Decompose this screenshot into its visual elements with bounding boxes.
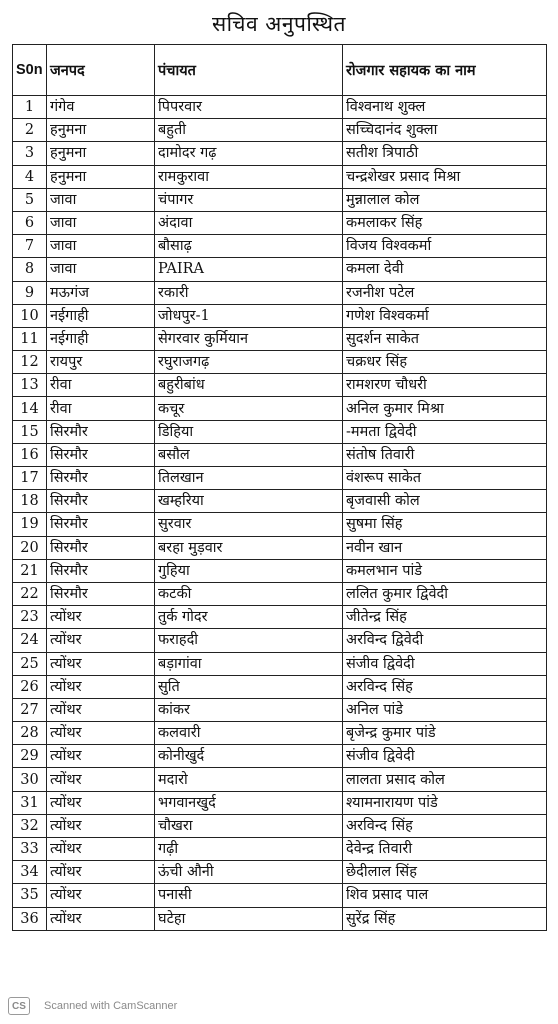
table-row (13, 907, 547, 930)
column-header-janpad: जनपद (47, 45, 155, 96)
cell-janpad: त्योंथर (47, 768, 155, 791)
cell-rozgar-sahayak-name: कमलाकर सिंह (343, 211, 547, 234)
cell-rozgar-sahayak-name: मुन्नालाल कोल (343, 188, 547, 211)
cell-janpad: त्योंथर (47, 814, 155, 837)
column-header-rozgar-sahayak-name: रोजगार सहायक का नाम (343, 45, 547, 96)
cell-rozgar-sahayak-name: नवीन खान (343, 536, 547, 559)
cell-rozgar-sahayak-name: रामशरण चौधरी (343, 374, 547, 397)
cell-janpad: त्योंथर (47, 907, 155, 930)
cell-panchayat: पनासी (155, 884, 343, 907)
cell-janpad: त्योंथर (47, 838, 155, 861)
table-row (13, 420, 547, 443)
absence-table (12, 44, 547, 931)
cell-serial-number: 24 (13, 629, 47, 652)
cell-serial-number: 2 (13, 119, 47, 142)
table-row (13, 513, 547, 536)
cell-janpad: मऊगंज (47, 281, 155, 304)
table-row (13, 652, 547, 675)
cell-serial-number: 26 (13, 675, 47, 698)
cell-janpad: जावा (47, 211, 155, 234)
cell-panchayat: रकारी (155, 281, 343, 304)
cell-rozgar-sahayak-name: जीतेन्द्र सिंह (343, 606, 547, 629)
cell-panchayat: बहुरीबांध (155, 374, 343, 397)
table-row (13, 768, 547, 791)
cell-janpad: गंगेव (47, 96, 155, 119)
table-row (13, 838, 547, 861)
table-row (13, 351, 547, 374)
table-row (13, 374, 547, 397)
cell-panchayat: रघुराजगढ़ (155, 351, 343, 374)
cell-janpad: रायपुर (47, 351, 155, 374)
cell-serial-number: 15 (13, 420, 47, 443)
scanner-footer (8, 997, 177, 1015)
cell-serial-number: 10 (13, 304, 47, 327)
cell-rozgar-sahayak-name: लालता प्रसाद कोल (343, 768, 547, 791)
cell-panchayat: भगवानखुर्द (155, 791, 343, 814)
cell-serial-number: 9 (13, 281, 47, 304)
cell-panchayat: चौखरा (155, 814, 343, 837)
cell-rozgar-sahayak-name: अनिल कुमार मिश्रा (343, 397, 547, 420)
cell-serial-number: 35 (13, 884, 47, 907)
table-row (13, 327, 547, 350)
cell-janpad: सिरमौर (47, 536, 155, 559)
cell-serial-number: 17 (13, 467, 47, 490)
cell-serial-number: 22 (13, 582, 47, 605)
table-header-row (13, 45, 547, 96)
table-row (13, 281, 547, 304)
cell-serial-number: 21 (13, 559, 47, 582)
cell-janpad: हनुमना (47, 142, 155, 165)
cell-rozgar-sahayak-name: विश्वनाथ शुक्ल (343, 96, 547, 119)
cell-rozgar-sahayak-name: छेदीलाल सिंह (343, 861, 547, 884)
cell-serial-number: 36 (13, 907, 47, 930)
cell-panchayat: बरहा मुड़वार (155, 536, 343, 559)
cell-janpad: रीवा (47, 397, 155, 420)
cell-panchayat: तिलखान (155, 467, 343, 490)
cell-serial-number: 20 (13, 536, 47, 559)
table-row (13, 142, 547, 165)
cell-serial-number: 31 (13, 791, 47, 814)
cell-serial-number: 23 (13, 606, 47, 629)
cell-serial-number: 27 (13, 698, 47, 721)
cell-serial-number: 5 (13, 188, 47, 211)
cell-serial-number: 25 (13, 652, 47, 675)
cell-rozgar-sahayak-name: -ममता द्विवेदी (343, 420, 547, 443)
cell-rozgar-sahayak-name: वंशरूप साकेत (343, 467, 547, 490)
cell-rozgar-sahayak-name: विजय विश्वकर्मा (343, 235, 547, 258)
cell-serial-number: 14 (13, 397, 47, 420)
cell-panchayat: डिहिया (155, 420, 343, 443)
table-row (13, 490, 547, 513)
cell-panchayat: ऊंची औनी (155, 861, 343, 884)
table-row (13, 188, 547, 211)
cell-janpad: सिरमौर (47, 582, 155, 605)
cell-janpad: सिरमौर (47, 420, 155, 443)
cell-serial-number: 18 (13, 490, 47, 513)
cell-serial-number: 8 (13, 258, 47, 281)
cell-panchayat: बहुती (155, 119, 343, 142)
column-header-serial: S0n (13, 45, 47, 96)
cell-serial-number: 7 (13, 235, 47, 258)
cell-serial-number: 11 (13, 327, 47, 350)
cell-janpad: त्योंथर (47, 606, 155, 629)
table-row (13, 722, 547, 745)
cell-serial-number: 16 (13, 443, 47, 466)
cell-rozgar-sahayak-name: संतोष तिवारी (343, 443, 547, 466)
table-row (13, 258, 547, 281)
cell-rozgar-sahayak-name: चक्रधर सिंह (343, 351, 547, 374)
table-row (13, 814, 547, 837)
table-row (13, 582, 547, 605)
cell-panchayat: PAIRA (155, 258, 343, 281)
cell-janpad: जावा (47, 258, 155, 281)
cell-serial-number: 3 (13, 142, 47, 165)
cell-rozgar-sahayak-name: श्यामनारायण पांडे (343, 791, 547, 814)
table-row (13, 745, 547, 768)
cell-janpad: सिरमौर (47, 513, 155, 536)
cell-rozgar-sahayak-name: रजनीश पटेल (343, 281, 547, 304)
cell-panchayat: कचूर (155, 397, 343, 420)
camscanner-logo: CS (8, 997, 30, 1015)
cell-janpad: हनुमना (47, 165, 155, 188)
cell-panchayat: सुति (155, 675, 343, 698)
cell-janpad: सिरमौर (47, 559, 155, 582)
table-row (13, 443, 547, 466)
cell-panchayat: पिपरवार (155, 96, 343, 119)
table-row (13, 629, 547, 652)
table-row (13, 791, 547, 814)
table-body (13, 96, 547, 931)
cell-rozgar-sahayak-name: अनिल पांडे (343, 698, 547, 721)
cell-janpad: नईगाही (47, 304, 155, 327)
cell-panchayat: सुरवार (155, 513, 343, 536)
cell-janpad: त्योंथर (47, 884, 155, 907)
cell-serial-number: 1 (13, 96, 47, 119)
cell-panchayat: मदारो (155, 768, 343, 791)
cell-serial-number: 34 (13, 861, 47, 884)
cell-serial-number: 30 (13, 768, 47, 791)
cell-panchayat: खम्हरिया (155, 490, 343, 513)
cell-rozgar-sahayak-name: सुषमा सिंह (343, 513, 547, 536)
cell-rozgar-sahayak-name: अरविन्द सिंह (343, 675, 547, 698)
cell-rozgar-sahayak-name: बृजवासी कोल (343, 490, 547, 513)
cell-janpad: नईगाही (47, 327, 155, 350)
cell-janpad: सिरमौर (47, 490, 155, 513)
cell-rozgar-sahayak-name: सुदर्शन साकेत (343, 327, 547, 350)
cell-janpad: त्योंथर (47, 722, 155, 745)
cell-serial-number: 12 (13, 351, 47, 374)
cell-rozgar-sahayak-name: ललित कुमार द्विवेदी (343, 582, 547, 605)
cell-janpad: जावा (47, 188, 155, 211)
table-row (13, 861, 547, 884)
cell-rozgar-sahayak-name: चन्द्रशेखर प्रसाद मिश्रा (343, 165, 547, 188)
cell-panchayat: कोनीखुर्द (155, 745, 343, 768)
cell-panchayat: रामकुरावा (155, 165, 343, 188)
cell-rozgar-sahayak-name: सुरेंद्र सिंह (343, 907, 547, 930)
table-row (13, 235, 547, 258)
cell-rozgar-sahayak-name: सतीश त्रिपाठी (343, 142, 547, 165)
table-row (13, 397, 547, 420)
cell-panchayat: चंपागर (155, 188, 343, 211)
cell-panchayat: गुहिया (155, 559, 343, 582)
cell-janpad: जावा (47, 235, 155, 258)
cell-serial-number: 28 (13, 722, 47, 745)
cell-janpad: त्योंथर (47, 745, 155, 768)
cell-serial-number: 19 (13, 513, 47, 536)
cell-janpad: रीवा (47, 374, 155, 397)
cell-rozgar-sahayak-name: अरविन्द द्विवेदी (343, 629, 547, 652)
cell-panchayat: गढ़ी (155, 838, 343, 861)
cell-panchayat: फराहदी (155, 629, 343, 652)
cell-panchayat: तुर्क गोदर (155, 606, 343, 629)
cell-serial-number: 29 (13, 745, 47, 768)
cell-rozgar-sahayak-name: सच्चिदानंद शुक्ला (343, 119, 547, 142)
cell-serial-number: 6 (13, 211, 47, 234)
cell-janpad: त्योंथर (47, 861, 155, 884)
table-row (13, 304, 547, 327)
cell-rozgar-sahayak-name: संजीव द्विवेदी (343, 652, 547, 675)
cell-panchayat: बौसाढ़ (155, 235, 343, 258)
table-row (13, 675, 547, 698)
cell-janpad: त्योंथर (47, 791, 155, 814)
table-row (13, 467, 547, 490)
cell-panchayat: घटेहा (155, 907, 343, 930)
cell-panchayat: बसौल (155, 443, 343, 466)
cell-serial-number: 33 (13, 838, 47, 861)
cell-serial-number: 13 (13, 374, 47, 397)
cell-janpad: त्योंथर (47, 698, 155, 721)
cell-janpad: त्योंथर (47, 629, 155, 652)
cell-panchayat: कलवारी (155, 722, 343, 745)
cell-janpad: त्योंथर (47, 652, 155, 675)
table-row (13, 536, 547, 559)
cell-panchayat: कटकी (155, 582, 343, 605)
cell-rozgar-sahayak-name: कमला देवी (343, 258, 547, 281)
cell-panchayat: सेगरवार कुर्मियान (155, 327, 343, 350)
cell-rozgar-sahayak-name: संजीव द्विवेदी (343, 745, 547, 768)
cell-panchayat: बड़ागांवा (155, 652, 343, 675)
cell-panchayat: कांकर (155, 698, 343, 721)
cell-janpad: हनुमना (47, 119, 155, 142)
cell-panchayat: अंदावा (155, 211, 343, 234)
cell-janpad: त्योंथर (47, 675, 155, 698)
cell-panchayat: दामोदर गढ़ (155, 142, 343, 165)
cell-rozgar-sahayak-name: देवेन्द्र तिवारी (343, 838, 547, 861)
cell-rozgar-sahayak-name: कमलभान पांडे (343, 559, 547, 582)
table-row (13, 606, 547, 629)
cell-rozgar-sahayak-name: बृजेन्द्र कुमार पांडे (343, 722, 547, 745)
table-row (13, 165, 547, 188)
cell-rozgar-sahayak-name: शिव प्रसाद पाल (343, 884, 547, 907)
table-row (13, 211, 547, 234)
column-header-panchayat: पंचायत (155, 45, 343, 96)
table-row (13, 96, 547, 119)
cell-serial-number: 4 (13, 165, 47, 188)
cell-rozgar-sahayak-name: अरविन्द सिंह (343, 814, 547, 837)
document-title: सचिव अनुपस्थित (211, 12, 347, 36)
cell-rozgar-sahayak-name: गणेश विश्वकर्मा (343, 304, 547, 327)
cell-janpad: सिरमौर (47, 467, 155, 490)
table-row (13, 559, 547, 582)
table-row (13, 884, 547, 907)
cell-janpad: सिरमौर (47, 443, 155, 466)
scanner-watermark-text: Scanned with CamScanner (44, 1000, 178, 1012)
table-row (13, 119, 547, 142)
cell-serial-number: 32 (13, 814, 47, 837)
table-row (13, 698, 547, 721)
cell-panchayat: जोधपुर-1 (155, 304, 343, 327)
